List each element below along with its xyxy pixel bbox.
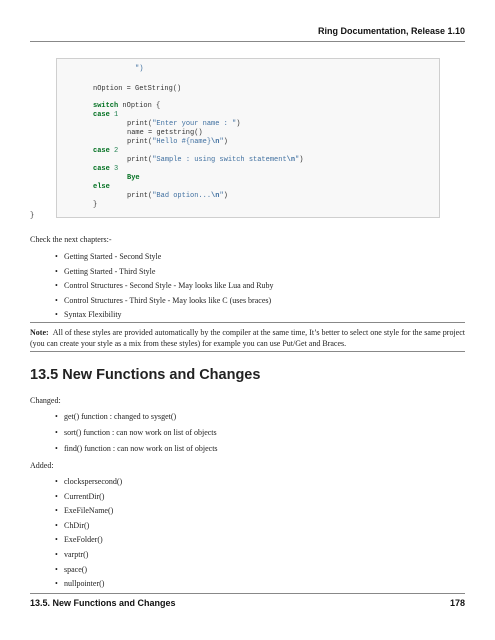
code-line: else <box>93 183 110 191</box>
code-line: print("Sample : using switch statement\n") <box>127 156 304 164</box>
code-line: print("Bad option...\n") <box>127 192 228 200</box>
section-heading: 13.5 New Functions and Changes <box>30 367 261 383</box>
note-bottom-rule <box>30 351 465 352</box>
code-line: case 2 <box>93 147 119 155</box>
note-label: Note: <box>30 328 49 337</box>
note-top-rule <box>30 322 465 323</box>
note-body: All of these styles are provided automatically by the compiler at the same time, It’s better to select one style for the same project (you can create your style as a mix from these styles) for example you can use Put/Get and Braces. <box>30 328 465 348</box>
list-item: • sort() function : can now work on list of objects <box>55 428 217 437</box>
list-item: • ChDir() <box>55 520 90 530</box>
code-line: ") <box>135 65 144 73</box>
list-item: • get() function : changed to sysget() <box>55 412 177 421</box>
list-item: • Control Structures - Second Style - May looks like Lua and Ruby <box>55 281 274 291</box>
code-line: print("Hello #{name}\n") <box>127 138 228 146</box>
list-item: • varptr() <box>55 550 89 559</box>
list-item: • Getting Started - Second Style <box>55 252 162 261</box>
code-line: nOption = GetString() <box>93 85 182 93</box>
list-item: • nullpointer() <box>55 579 105 589</box>
list-item: • find() function : can now work on list of objects <box>55 444 218 453</box>
code-line: switch nOption { <box>93 102 161 110</box>
note-admonition <box>30 328 465 349</box>
code-line: name = getstring() <box>127 129 203 137</box>
running-header: Ring Documentation, Release 1.10 <box>317 26 465 36</box>
code-line: Bye <box>127 174 140 182</box>
changed-label: Changed: <box>30 396 61 405</box>
list-item: • Control Structures - Third Style - May looks like C (uses braces) <box>55 295 272 305</box>
footer-divider <box>30 593 465 594</box>
list-item: • ExeFolder() <box>55 535 103 545</box>
added-label: Added: <box>30 461 54 470</box>
footer-section-name: 13.5. New Functions and Changes <box>30 598 176 608</box>
list-item: • CurrentDir() <box>55 491 105 501</box>
code-block <box>56 58 440 218</box>
list-item: • ExeFileName() <box>55 506 114 516</box>
chapters-intro: Check the next chapters:- <box>30 235 112 244</box>
list-item: • Syntax Flexibility <box>55 310 122 320</box>
code-line: case 1 <box>93 111 119 119</box>
code-line: } <box>93 201 98 209</box>
code-closing-brace: } <box>30 212 35 220</box>
list-item: • space() <box>55 564 88 574</box>
list-item: • clockspersecond() <box>55 477 123 486</box>
page-number: 178 <box>449 598 465 608</box>
code-line: case 3 <box>93 165 119 173</box>
list-item: • Getting Started - Third Style <box>55 266 156 276</box>
code-line: print("Enter your name : ") <box>127 120 241 128</box>
header-divider <box>30 41 465 42</box>
